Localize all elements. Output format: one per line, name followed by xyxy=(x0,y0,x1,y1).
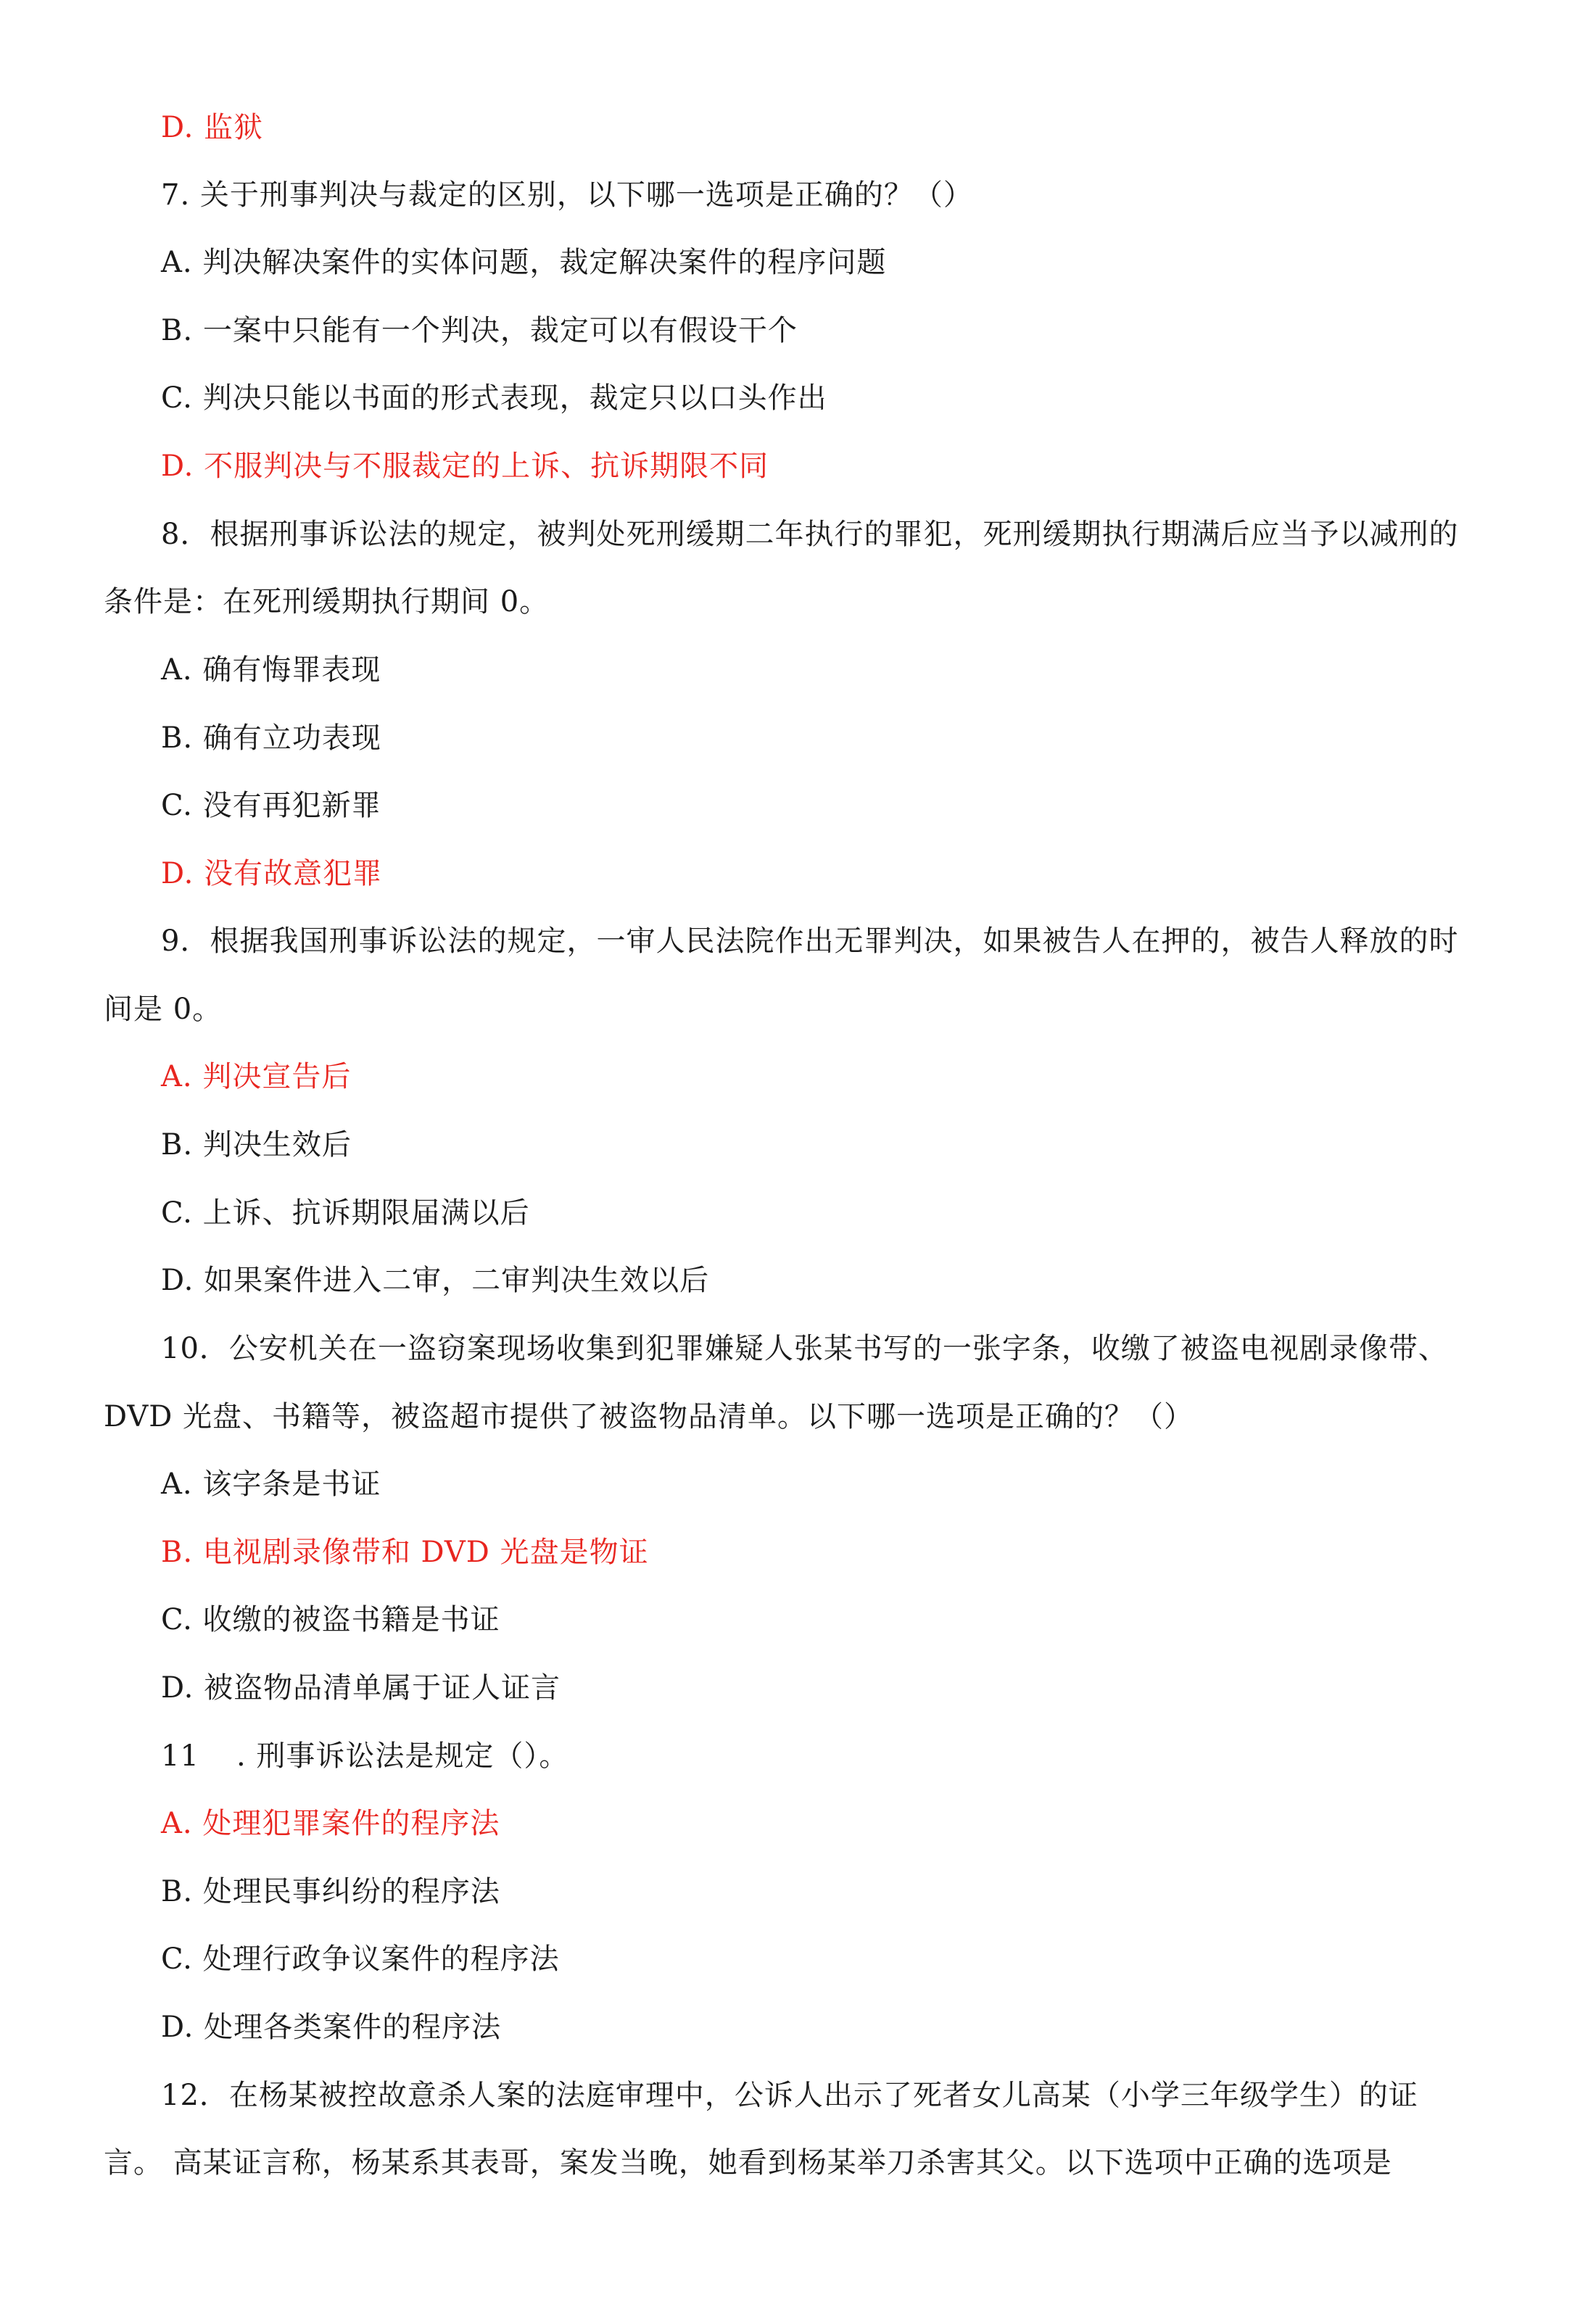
q10-question-cont: DVD 光盘、书籍等，被盗超市提供了被盗物品清单。以下哪一选项是正确的？（） xyxy=(104,1400,1194,1433)
q10-option-d: D. 被盗物品清单属于证人证言 xyxy=(161,1671,561,1705)
q11-number: 11 xyxy=(161,1739,199,1773)
q8-question: 8．根据刑事诉讼法的规定，被判处死刑缓期二年执行的罪犯，死刑缓期执行期满后应当予以减刑的 xyxy=(161,518,1459,551)
q11-option-b: B. 处理民事纠纷的程序法 xyxy=(161,1875,500,1908)
q8-option-b: B. 确有立功表现 xyxy=(161,721,381,755)
q10-option-b-correct: B. 电视剧录像带和 DVD 光盘是物证 xyxy=(161,1536,649,1569)
q9-question: 9．根据我国刑事诉讼法的规定，一审人民法院作出无罪判决，如果被告人在押的，被告人释放的时 xyxy=(161,924,1459,958)
q9-option-b: B. 判决生效后 xyxy=(161,1128,352,1162)
q8-option-c: C. 没有再犯新罪 xyxy=(161,789,381,822)
q11-option-a-correct: A. 处理犯罪案件的程序法 xyxy=(161,1807,500,1840)
q8-option-a: A. 确有悔罪表现 xyxy=(161,653,381,687)
q12-question-cont: 言。 高某证言称，杨某系其表哥，案发当晚，她看到杨某举刀杀害其父。以下选项中正确的选项是 xyxy=(104,2146,1392,2180)
q7-option-d-correct: D. 不服判决与不服裁定的上诉、抗诉期限不同 xyxy=(161,450,769,483)
q6-option-d-correct: D. 监狱 xyxy=(161,111,264,144)
q9-option-c: C. 上诉、抗诉期限届满以后 xyxy=(161,1196,530,1230)
q7-question: 7. 关于刑事判决与裁定的区别，以下哪一选项是正确的？（） xyxy=(161,178,973,212)
q10-option-a: A. 该字条是书证 xyxy=(161,1468,381,1501)
q8-question-cont: 条件是：在死刑缓期执行期间 0。 xyxy=(104,585,550,618)
q10-option-c: C. 收缴的被盗书籍是书证 xyxy=(161,1603,500,1636)
q7-option-a: A. 判决解决案件的实体问题，裁定解决案件的程序问题 xyxy=(161,246,887,279)
q11-question: . 刑事诉讼法是规定（）。 xyxy=(236,1739,569,1773)
q10-question: 10．公安机关在一盗窃案现场收集到犯罪嫌疑人张某书写的一张字条，收缴了被盗电视剧录像带、 xyxy=(161,1332,1448,1365)
q9-option-d: D. 如果案件进入二审，二审判决生效以后 xyxy=(161,1264,710,1297)
q9-question-cont: 间是 0。 xyxy=(104,993,223,1026)
q9-option-a-correct: A. 判决宣告后 xyxy=(161,1060,352,1093)
q11-option-c: C. 处理行政争议案件的程序法 xyxy=(161,1942,560,1976)
q7-option-b: B. 一案中只能有一个判决，裁定可以有假设干个 xyxy=(161,314,798,347)
q11-option-d: D. 处理各类案件的程序法 xyxy=(161,2011,502,2044)
q7-option-c: C. 判决只能以书面的形式表现，裁定只以口头作出 xyxy=(161,381,827,415)
q8-option-d-correct: D. 没有故意犯罪 xyxy=(161,857,383,890)
q12-question: 12．在杨某被控故意杀人案的法庭审理中，公诉人出示了死者女儿高某（小学三年级学生）的证 xyxy=(161,2079,1418,2112)
